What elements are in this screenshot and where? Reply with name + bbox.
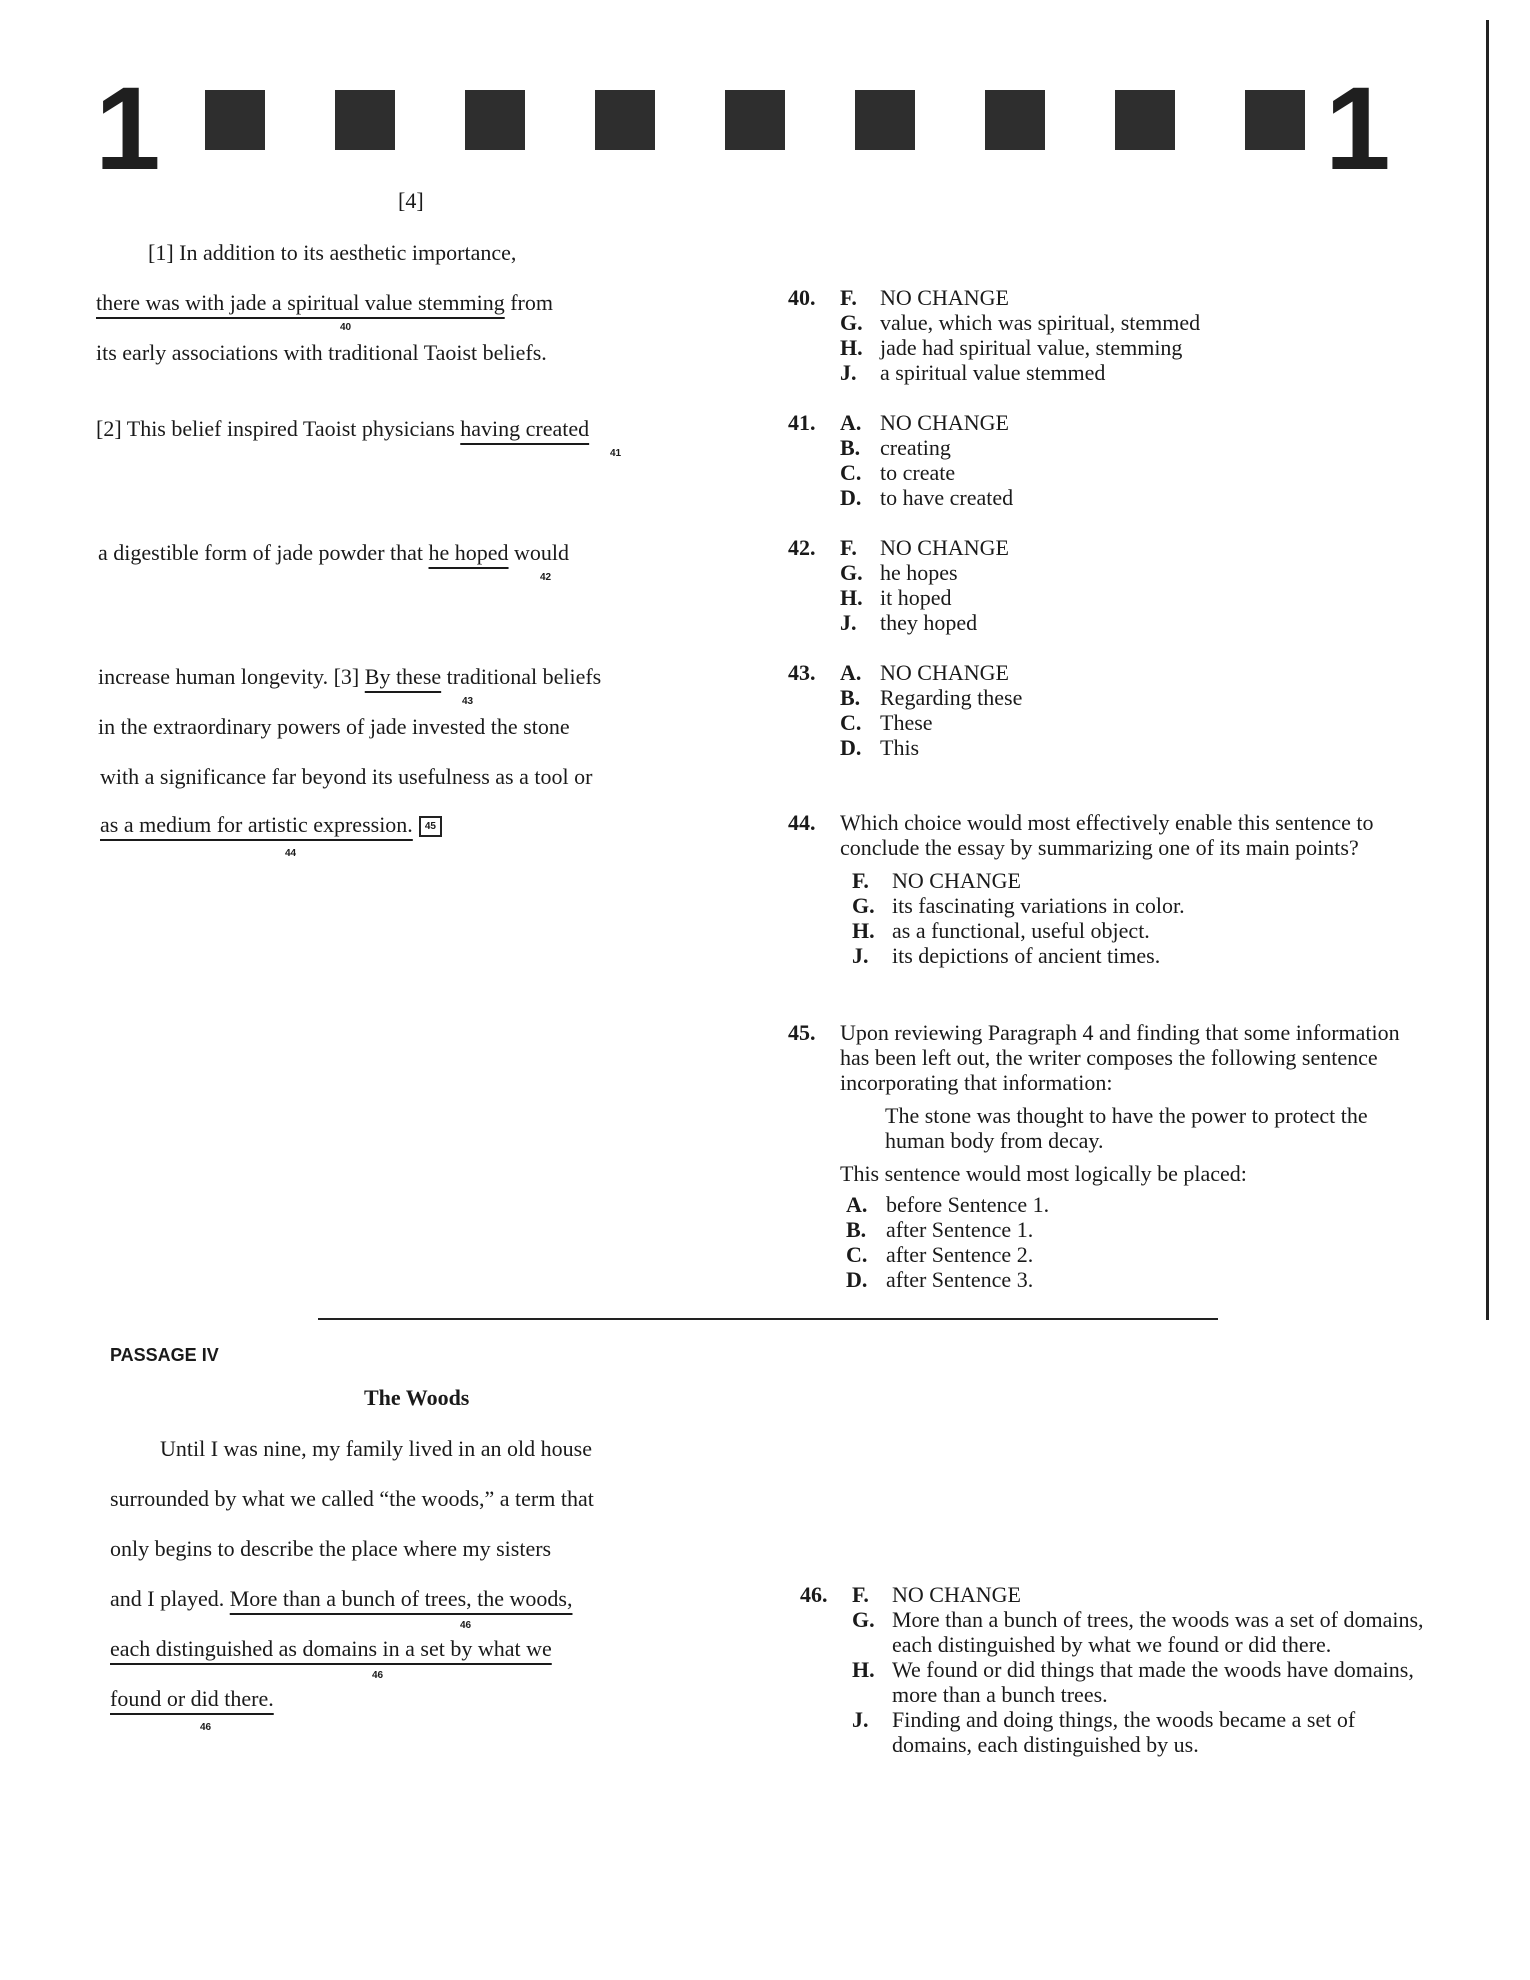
question-tag-44: 44 [285, 848, 297, 859]
answer-option[interactable]: F. NO CHANGE [852, 1582, 1021, 1607]
answer-option[interactable]: A. NO CHANGE [840, 660, 1009, 685]
answer-option[interactable]: J. Finding and doing things, the woods became a set of domains, each distinguished by us. [852, 1707, 1356, 1757]
underlined-portion-46[interactable]: each distinguished as domains in a set by what we [110, 1636, 552, 1661]
question-stem: Which choice would most effectively enable this sentence to conclude the essay by summarizing one of its main points? [840, 810, 1374, 860]
answer-option[interactable]: A. before Sentence 1. [846, 1192, 1050, 1217]
question-number: 45. [788, 1020, 816, 1045]
underlined-portion-40[interactable]: there was with jade a spiritual value stemming [96, 290, 505, 315]
header-square [725, 90, 785, 150]
passage-line: only begins to describe the place where my sisters [110, 1536, 552, 1561]
answer-option[interactable]: D. This [840, 735, 920, 760]
passage-line: and I played. More than a bunch of trees, the woods, [110, 1586, 573, 1611]
underlined-portion-44[interactable]: as a medium for artistic expression. [100, 812, 413, 837]
question-stem: Upon reviewing Paragraph 4 and finding that some information has been left out, the writer composes the following sentence incorporating that information: [840, 1020, 1400, 1095]
answer-option[interactable]: C. after Sentence 2. [846, 1242, 1034, 1267]
answer-option[interactable]: J. they hoped [840, 610, 978, 635]
question-tag-46: 46 [460, 1620, 472, 1631]
question-tag-46: 46 [372, 1670, 384, 1681]
header-square [855, 90, 915, 150]
passage-line: [1] In addition to its aesthetic importance, [148, 240, 517, 265]
answer-option[interactable]: F. NO CHANGE [852, 868, 1021, 893]
inserted-sentence: The stone was thought to have the power to protect the human body from decay. [885, 1103, 1368, 1153]
underlined-portion-41[interactable]: having created [460, 416, 590, 441]
question-number: 40. [788, 285, 816, 310]
passage-title: The Woods [364, 1385, 470, 1410]
question-tag-43: 43 [462, 696, 474, 707]
question-number: 44. [788, 810, 816, 835]
header-square [465, 90, 525, 150]
underlined-portion-42[interactable]: he hoped [428, 540, 509, 565]
passage-line: in the extraordinary powers of jade invested the stone [98, 714, 570, 739]
question-tag-42: 42 [540, 572, 552, 583]
underlined-portion-46[interactable]: More than a bunch of trees, the woods, [229, 1586, 573, 1611]
section-divider [318, 1318, 1218, 1320]
passage-line [100, 812, 442, 838]
passage-line: Until I was nine, my family lived in an old house [160, 1436, 592, 1461]
question-46 [800, 1582, 1432, 1757]
passage-line: [2] This belief inspired Taoist physicians having created [96, 416, 590, 441]
answer-option[interactable]: H. We found or did things that made the woods have domains, more than a bunch trees. [852, 1657, 1414, 1707]
answer-option[interactable]: B. creating [840, 435, 951, 460]
underlined-portion-46[interactable]: found or did there. [110, 1686, 274, 1711]
answer-option[interactable]: A. NO CHANGE [840, 410, 1009, 435]
question-tag-40: 40 [340, 322, 352, 333]
section-number-left: 1 [95, 63, 157, 195]
question-prompt: This sentence would most logically be placed: [840, 1161, 1247, 1186]
answer-option[interactable]: C. These [840, 710, 933, 735]
answer-option[interactable]: G. More than a bunch of trees, the woods was a set of domains, each distinguished by what we found or did there. [852, 1607, 1424, 1657]
passage-label: PASSAGE IV [110, 1345, 219, 1365]
answer-option[interactable]: G. he hopes [840, 560, 958, 585]
question-box-45[interactable]: 45 [419, 816, 442, 837]
question-40 [788, 285, 1201, 385]
question-42 [788, 535, 1009, 635]
question-41 [788, 410, 1014, 510]
answer-option[interactable]: D. to have created [840, 485, 1014, 510]
question-45 [788, 1020, 1430, 1292]
question-44 [788, 810, 1430, 968]
question-43 [788, 660, 1023, 760]
header-square [1115, 90, 1175, 150]
passage-line [110, 1686, 274, 1712]
passage-line: its early associations with traditional Taoist beliefs. [96, 340, 547, 365]
answer-option[interactable]: H. as a functional, useful object. [852, 918, 1150, 943]
header-square [595, 90, 655, 150]
paragraph-heading: [4] [398, 188, 424, 213]
question-number: 41. [788, 410, 816, 435]
question-number: 42. [788, 535, 816, 560]
underlined-portion-43[interactable]: By these [364, 664, 442, 689]
answer-option[interactable]: G. value, which was spiritual, stemmed [840, 310, 1201, 335]
answer-option[interactable]: H. it hoped [840, 585, 952, 610]
answer-option[interactable]: H. jade had spiritual value, stemming [840, 335, 1183, 360]
question-number: 43. [788, 660, 816, 685]
question-tag-41: 41 [610, 448, 622, 459]
passage-line: there was with jade a spiritual value stemming from [96, 290, 553, 315]
answer-option[interactable]: J. a spiritual value stemmed [840, 360, 1106, 385]
answer-option[interactable]: F. NO CHANGE [840, 285, 1009, 310]
header-square [335, 90, 395, 150]
passage-line: a digestible form of jade powder that he hoped would [98, 540, 570, 565]
passage-line [110, 1636, 552, 1662]
answer-option[interactable]: G. its fascinating variations in color. [852, 893, 1185, 918]
question-number: 46. [800, 1582, 828, 1607]
header-square [205, 90, 265, 150]
page-edge-line [1486, 20, 1489, 1320]
answer-option[interactable]: B. Regarding these [840, 685, 1023, 710]
passage-line: surrounded by what we called “the woods,” a term that [110, 1486, 594, 1511]
answer-option[interactable]: J. its depictions of ancient times. [852, 943, 1161, 968]
answer-option[interactable]: B. after Sentence 1. [846, 1217, 1034, 1242]
question-tag-46: 46 [200, 1722, 212, 1733]
section-number-right: 1 [1325, 63, 1387, 195]
answer-option[interactable]: F. NO CHANGE [840, 535, 1009, 560]
answer-option[interactable]: C. to create [840, 460, 956, 485]
passage-line: with a significance far beyond its usefulness as a tool or [100, 764, 593, 789]
answer-option[interactable]: D. after Sentence 3. [846, 1267, 1034, 1292]
passage-line: increase human longevity. [3] By these traditional beliefs [98, 664, 602, 689]
header-square [985, 90, 1045, 150]
header-square [1245, 90, 1305, 150]
